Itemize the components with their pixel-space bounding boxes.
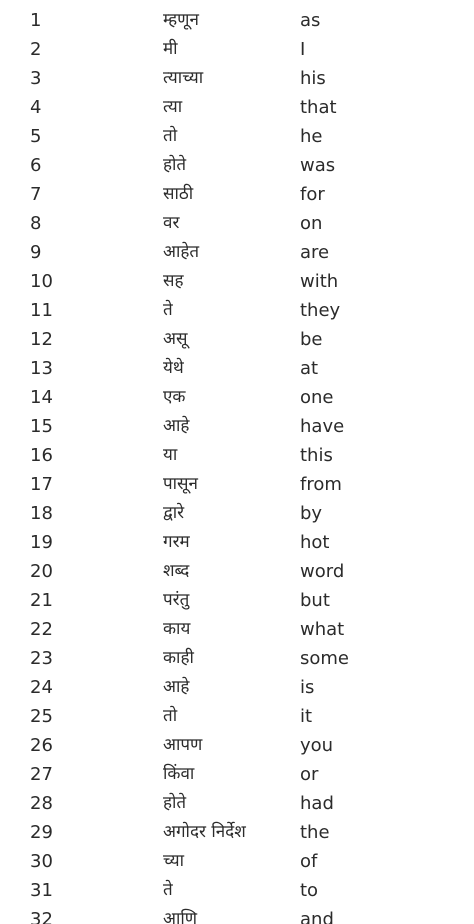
table-row xyxy=(0,528,474,557)
english-word: from xyxy=(300,474,342,495)
row-number: 1 xyxy=(30,10,42,31)
marathi-word: येथे xyxy=(163,358,184,378)
english-word: was xyxy=(300,155,336,176)
table-row xyxy=(0,760,474,789)
table-row xyxy=(0,412,474,441)
table-row xyxy=(0,905,474,924)
marathi-word: ते xyxy=(163,880,173,900)
table-row xyxy=(0,876,474,905)
marathi-word: आहे xyxy=(163,416,190,436)
marathi-word: या xyxy=(163,445,178,465)
marathi-word: आहे xyxy=(163,677,190,697)
marathi-word: पासून xyxy=(163,474,198,494)
marathi-word: सह xyxy=(163,271,184,291)
row-number: 20 xyxy=(30,561,53,582)
table-row xyxy=(0,6,474,35)
english-word: his xyxy=(300,68,326,89)
table-row xyxy=(0,789,474,818)
english-word: the xyxy=(300,822,330,843)
row-number: 14 xyxy=(30,387,53,408)
word-table xyxy=(0,6,474,924)
table-row xyxy=(0,847,474,876)
table-row xyxy=(0,702,474,731)
table-row xyxy=(0,180,474,209)
marathi-word: अगोदर निर्देश xyxy=(163,822,246,842)
row-number: 16 xyxy=(30,445,53,466)
table-row xyxy=(0,557,474,586)
row-number: 28 xyxy=(30,793,53,814)
row-number: 5 xyxy=(30,126,42,147)
row-number: 19 xyxy=(30,532,53,553)
table-row xyxy=(0,325,474,354)
row-number: 7 xyxy=(30,184,42,205)
english-word: but xyxy=(300,590,330,611)
english-word: had xyxy=(300,793,334,814)
row-number: 26 xyxy=(30,735,53,756)
row-number: 22 xyxy=(30,619,53,640)
marathi-word: होते xyxy=(163,155,187,175)
english-word: are xyxy=(300,242,330,263)
english-word: I xyxy=(300,39,306,60)
marathi-word: आपण xyxy=(163,735,203,755)
row-number: 30 xyxy=(30,851,53,872)
table-row xyxy=(0,383,474,412)
row-number: 21 xyxy=(30,590,53,611)
row-number: 6 xyxy=(30,155,42,176)
marathi-word: काही xyxy=(163,648,194,668)
row-number: 25 xyxy=(30,706,53,727)
english-word: on xyxy=(300,213,323,234)
english-word: or xyxy=(300,764,319,785)
marathi-word: म्हणून xyxy=(163,10,199,30)
marathi-word: असू xyxy=(163,329,188,349)
table-row xyxy=(0,615,474,644)
english-word: for xyxy=(300,184,325,205)
english-word: of xyxy=(300,851,318,872)
row-number: 11 xyxy=(30,300,53,321)
table-row xyxy=(0,151,474,180)
marathi-word: मी xyxy=(163,39,178,59)
table-row xyxy=(0,35,474,64)
table-row xyxy=(0,296,474,325)
marathi-word: द्वारे xyxy=(163,503,185,523)
english-word: it xyxy=(300,706,313,727)
english-word: they xyxy=(300,300,341,321)
marathi-word: होते xyxy=(163,793,187,813)
row-number: 10 xyxy=(30,271,53,292)
table-row xyxy=(0,644,474,673)
table-row xyxy=(0,586,474,615)
marathi-word: ते xyxy=(163,300,173,320)
table-row xyxy=(0,470,474,499)
row-number: 18 xyxy=(30,503,53,524)
row-number: 15 xyxy=(30,416,53,437)
marathi-word: आणि xyxy=(163,909,198,924)
table-row xyxy=(0,122,474,151)
marathi-word: त्या xyxy=(163,97,183,117)
row-number: 27 xyxy=(30,764,53,785)
table-row xyxy=(0,238,474,267)
english-word: is xyxy=(300,677,315,698)
row-number: 9 xyxy=(30,242,42,263)
english-word: this xyxy=(300,445,333,466)
marathi-word: वर xyxy=(163,213,180,233)
english-word: that xyxy=(300,97,337,118)
english-word: at xyxy=(300,358,319,379)
marathi-word: गरम xyxy=(163,532,190,552)
marathi-word: साठी xyxy=(163,184,194,204)
row-number: 24 xyxy=(30,677,53,698)
row-number: 4 xyxy=(30,97,42,118)
row-number: 17 xyxy=(30,474,53,495)
marathi-word: किंवा xyxy=(163,764,195,784)
row-number: 23 xyxy=(30,648,53,669)
table-row xyxy=(0,818,474,847)
marathi-word: तो xyxy=(163,126,178,146)
english-word: word xyxy=(300,561,345,582)
marathi-word: परंतु xyxy=(163,590,190,610)
english-word: he xyxy=(300,126,323,147)
table-row xyxy=(0,209,474,238)
english-word: with xyxy=(300,271,339,292)
english-word: be xyxy=(300,329,323,350)
english-word: to xyxy=(300,880,319,901)
row-number: 29 xyxy=(30,822,53,843)
table-row xyxy=(0,267,474,296)
marathi-word: तो xyxy=(163,706,178,726)
table-row xyxy=(0,673,474,702)
english-word: hot xyxy=(300,532,330,553)
english-word: and xyxy=(300,909,334,924)
row-number: 8 xyxy=(30,213,42,234)
row-number: 13 xyxy=(30,358,53,379)
marathi-word: च्या xyxy=(163,851,184,871)
table-row xyxy=(0,64,474,93)
table-row xyxy=(0,354,474,383)
marathi-word: एक xyxy=(163,387,186,407)
english-word: some xyxy=(300,648,349,669)
marathi-word: काय xyxy=(163,619,191,639)
marathi-word: आहेत xyxy=(163,242,200,262)
marathi-word: शब्द xyxy=(163,561,190,581)
table-row xyxy=(0,499,474,528)
table-row xyxy=(0,731,474,760)
row-number: 32 xyxy=(30,909,53,924)
row-number: 3 xyxy=(30,68,42,89)
row-number: 12 xyxy=(30,329,53,350)
english-word: one xyxy=(300,387,334,408)
row-number: 31 xyxy=(30,880,53,901)
table-row xyxy=(0,441,474,470)
english-word: have xyxy=(300,416,345,437)
english-word: you xyxy=(300,735,334,756)
marathi-word: त्याच्या xyxy=(163,68,204,88)
row-number: 2 xyxy=(30,39,42,60)
table-row xyxy=(0,93,474,122)
english-word: by xyxy=(300,503,323,524)
english-word: what xyxy=(300,619,345,640)
english-word: as xyxy=(300,10,321,31)
